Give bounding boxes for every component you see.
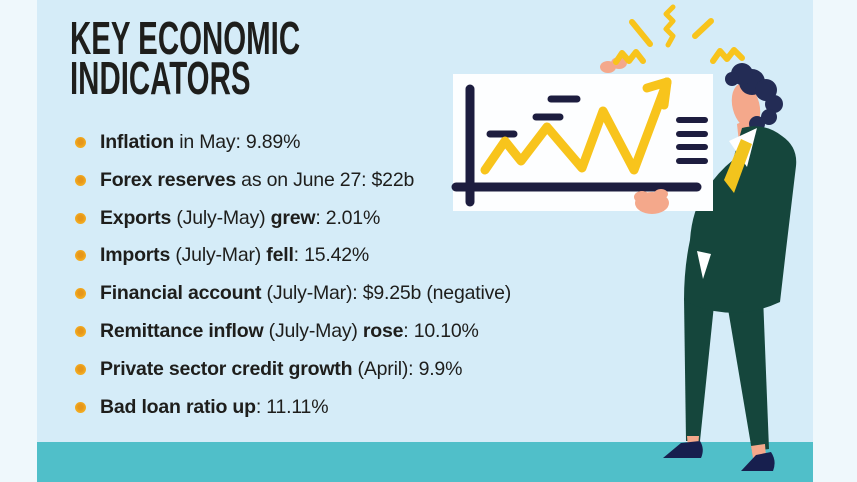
indicator-direction: rose: [362, 319, 404, 342]
left-shoe-icon: [663, 441, 703, 458]
indicator-value: as on June 27: $22b: [235, 168, 415, 191]
indicator-label: Imports: [100, 244, 171, 267]
sparkle-burst-icon: [616, 7, 742, 62]
indicator-value: : 2.01%: [315, 206, 381, 229]
page-title-line2: INDICATORS: [70, 52, 251, 104]
indicator-value: (April): 9.9%: [352, 357, 463, 380]
indicator-value: : 15.42%: [293, 244, 370, 267]
indicator-label: Exports: [100, 206, 172, 229]
indicator-value: (July-Mar): $9.25b (negative): [261, 282, 512, 305]
right-shoe-icon: [741, 452, 775, 471]
left-hand-fingers: [600, 57, 627, 73]
indicator-period: (July-May): [171, 206, 271, 229]
right-hand: [634, 189, 669, 214]
chart-board: [453, 57, 713, 214]
page-title-line1: KEY ECONOMIC: [70, 12, 301, 64]
indicator-period: (July-Mar): [170, 244, 267, 267]
indicator-value: : 10.10%: [403, 319, 479, 342]
indicator-label: Bad loan ratio up: [100, 395, 256, 418]
indicator-period: (July-May): [263, 319, 363, 342]
left-leg: [684, 298, 714, 441]
indicator-label: Financial account: [100, 282, 262, 305]
indicator-value: in May: 9.89%: [174, 131, 301, 153]
indicator-label: Private sector credit growth: [100, 357, 353, 380]
indicator-direction: fell: [266, 244, 294, 267]
indicator-label: Forex reserves: [100, 168, 236, 191]
indicator-label: Inflation: [100, 131, 175, 153]
indicator-value: : 11.11%: [255, 395, 329, 418]
indicator-label: Remittance inflow: [100, 319, 264, 342]
right-leg: [727, 296, 769, 451]
indicator-direction: grew: [270, 206, 316, 229]
